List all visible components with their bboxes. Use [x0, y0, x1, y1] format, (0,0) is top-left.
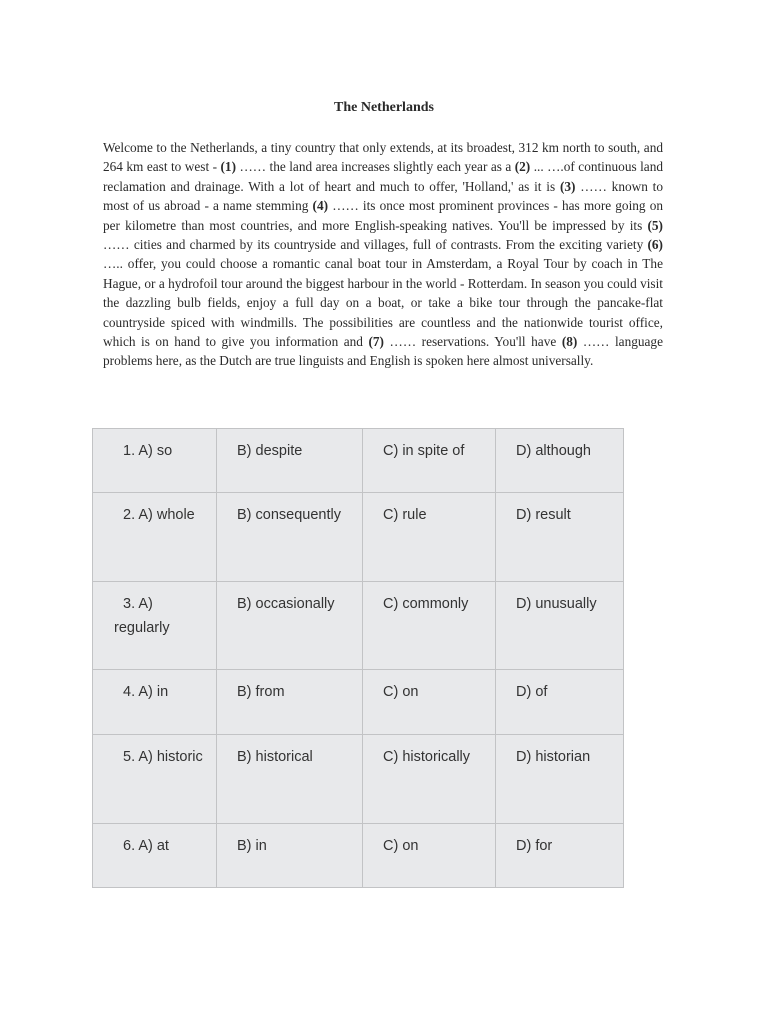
- option-d-cell: [496, 582, 624, 670]
- option-b-text: B) historical: [237, 749, 313, 765]
- option-b-cell: [217, 582, 363, 670]
- option-b-cell: [217, 493, 363, 582]
- passage-text: [103, 138, 663, 371]
- option-a-text: 5. A) historic: [123, 749, 203, 765]
- option-b-text: B) occasionally: [237, 596, 335, 612]
- option-c-text: C) in spite of: [383, 443, 465, 459]
- option-c-cell: [363, 429, 496, 493]
- option-b-cell: [217, 429, 363, 493]
- blank-number: (5): [647, 217, 663, 233]
- passage-segment: …… language problems here, as the Dutch are true linguists and English is spoken here almost universally.: [103, 334, 663, 369]
- passage-segment: …… known to most of us abroad - a name stemming: [103, 178, 664, 214]
- option-c-text: C) historically: [383, 749, 471, 765]
- blank-number: (8): [561, 334, 578, 350]
- question-row: [93, 429, 624, 493]
- option-d-text: D) although: [516, 443, 591, 459]
- option-b-cell: [217, 735, 363, 824]
- passage-segment: …… its once most prominent provinces - has more going on per kilometre than most countries, and more English-speaking natives. You'll be impressed by its: [103, 198, 664, 233]
- option-a-text: 4. A) in: [123, 684, 169, 700]
- option-b-text: B) from: [237, 684, 285, 700]
- passage-segment: …… cities and charmed by its countryside and villages, full of contrasts. From the exciting variety: [103, 237, 648, 253]
- option-c-text: C) on: [383, 684, 419, 700]
- question-row: [93, 824, 624, 888]
- option-a-text: 6. A) at: [123, 838, 169, 854]
- passage-segment: ... ….of continuous land reclamation and drainage. With a lot of heart and much to offer, 'Holland,' as it is: [103, 159, 663, 194]
- option-b-cell: [217, 670, 363, 735]
- option-a-cell: [93, 493, 217, 582]
- option-d-cell: [496, 824, 624, 888]
- blank-number: (4): [312, 198, 329, 214]
- option-d-text: D) for: [516, 838, 553, 854]
- option-d-cell: [496, 735, 624, 824]
- option-b-cell: [217, 824, 363, 888]
- question-row: [93, 735, 624, 824]
- passage-segment: …… reservations. You'll have: [384, 334, 562, 350]
- passage-segment: Welcome to the Netherlands, a tiny country that only extends, at its broadest, 312 km north to south, and 264 km east to west -: [103, 140, 663, 175]
- option-d-text: D) unusually: [516, 596, 597, 612]
- option-c-cell: [363, 582, 496, 670]
- option-d-text: D) historian: [516, 749, 591, 765]
- option-d-cell: [496, 429, 624, 493]
- option-d-cell: [496, 493, 624, 582]
- option-a-text: 3. A) regularly: [114, 596, 170, 636]
- blank-number: (2): [514, 159, 531, 175]
- document-title: The Netherlands: [334, 100, 434, 115]
- option-a-cell: [93, 582, 217, 670]
- option-b-text: B) despite: [237, 443, 303, 459]
- option-a-text: 1. A) so: [123, 443, 173, 459]
- option-c-cell: [363, 824, 496, 888]
- option-d-text: D) of: [516, 684, 548, 700]
- answer-options-table: [92, 428, 624, 888]
- option-c-text: C) rule: [383, 507, 427, 523]
- option-a-cell: [93, 824, 217, 888]
- blank-number: (6): [647, 237, 663, 253]
- option-c-cell: [363, 493, 496, 582]
- question-row: [93, 582, 624, 670]
- option-a-cell: [93, 670, 217, 735]
- option-c-cell: [363, 670, 496, 735]
- option-a-text: 2. A) whole: [123, 507, 195, 523]
- option-a-cell: [93, 735, 217, 824]
- question-row: [93, 670, 624, 735]
- option-c-text: C) commonly: [383, 596, 469, 612]
- option-c-cell: [363, 735, 496, 824]
- passage-segment: …… the land area increases slightly each year as a: [236, 159, 515, 175]
- question-row: [93, 493, 624, 582]
- option-b-text: B) consequently: [237, 507, 341, 523]
- passage-segment: ….. offer, you could choose a romantic canal boat tour in Amsterdam, a Royal Tour by coach in The Hague, or a hydrofoil tour around the biggest harbour in the world - Rotterdam. In season you could visit the dazzling bulb fields, enjoy a full day on a boat, or take a bike tour through the pancake-flat countryside spiced with windmills. The possibilities are countless and the nationwide tourist office, which is on hand to give you information and: [103, 256, 663, 350]
- blank-number: (3): [559, 178, 576, 194]
- option-a-cell: [93, 429, 217, 493]
- option-c-text: C) on: [383, 838, 419, 854]
- option-d-text: D) result: [516, 507, 571, 523]
- option-b-text: B) in: [237, 838, 267, 854]
- blank-number: (7): [368, 334, 384, 350]
- blank-number: (1): [220, 159, 237, 175]
- option-d-cell: [496, 670, 624, 735]
